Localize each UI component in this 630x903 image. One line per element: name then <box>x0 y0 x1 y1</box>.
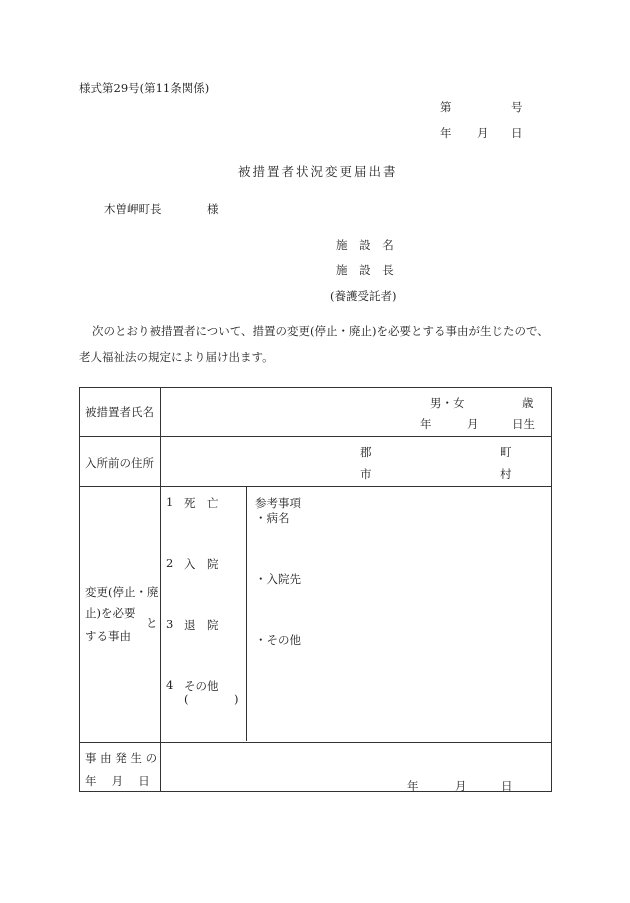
column-divider <box>246 486 247 741</box>
notification-table <box>79 387 552 792</box>
age-unit: 歳 <box>522 396 534 410</box>
date-tsuki: 月 <box>477 126 489 140</box>
doc-number-go: 号 <box>511 100 523 114</box>
facility-name-label: 施 設 名 <box>336 238 398 252</box>
reason-option-death: 死 亡 <box>184 496 219 510</box>
address-machi: 町 <box>500 445 512 459</box>
occurrence-tsuki: 月 <box>455 779 467 793</box>
reason-label-line3: する事由 <box>85 629 131 643</box>
addressee-honorific: 様 <box>207 202 219 216</box>
birth-suffix: 日生 <box>512 417 535 431</box>
reason-label-line2: 止)を必要 <box>85 606 136 620</box>
gender-options: 男・女 <box>430 396 465 410</box>
reason-option-num: 3 <box>166 617 174 631</box>
reason-label-to: と <box>146 616 158 630</box>
addressee-name: 木曽岬町長 <box>104 202 162 216</box>
row-divider <box>80 436 551 437</box>
document-title: 被措置者状況変更届出書 <box>238 164 398 179</box>
address-gun: 郡 <box>360 445 372 459</box>
reference-header: 参考事項 <box>255 496 301 510</box>
other-paren-open: ( <box>184 692 189 706</box>
form-number: 様式第29号(第11条関係) <box>79 81 210 95</box>
date-hi: 日 <box>511 126 523 140</box>
address-shi: 市 <box>360 467 372 481</box>
reason-option-discharged: 退 院 <box>184 618 219 632</box>
date-row-label-line1: 事 由 発 生 の <box>85 751 158 765</box>
reason-option-num: 2 <box>166 556 174 570</box>
reference-item-disease: ・病名 <box>255 511 290 525</box>
reason-option-num: 1 <box>166 495 174 509</box>
reference-item-other: ・その他 <box>255 633 301 647</box>
reference-item-hospital: ・入院先 <box>255 572 301 586</box>
row-divider <box>80 742 551 743</box>
other-paren-close: ) <box>234 692 239 706</box>
date-nen: 年 <box>440 126 452 140</box>
occurrence-nen: 年 <box>407 779 419 793</box>
occurrence-hi: 日 <box>501 779 513 793</box>
reason-option-other: その他 <box>184 679 219 693</box>
column-divider <box>160 388 161 791</box>
entrusted-label: (養護受託者) <box>330 289 397 303</box>
body-text-line1: 次のとおり被措置者について、措置の変更(停止・廃止)を必要とする事由が生じたので、 <box>92 324 549 338</box>
row-divider <box>80 486 551 487</box>
birth-nen: 年 <box>420 417 432 431</box>
facility-head-label: 施 設 長 <box>336 263 398 277</box>
birth-tsuki: 月 <box>467 417 479 431</box>
date-row-label-line2: 年 月 日 <box>85 774 150 788</box>
reason-option-num: 4 <box>166 678 174 692</box>
address-row-label: 入所前の住所 <box>85 456 154 470</box>
reason-option-hospitalized: 入 院 <box>184 557 219 571</box>
name-row-label: 被措置者氏名 <box>85 405 154 419</box>
body-text-line2: 老人福祉法の規定により届け出ます。 <box>79 350 274 364</box>
reason-label-line1: 変更(停止・廃 <box>85 585 159 599</box>
doc-number-dai: 第 <box>440 100 452 114</box>
address-mura: 村 <box>500 467 512 481</box>
